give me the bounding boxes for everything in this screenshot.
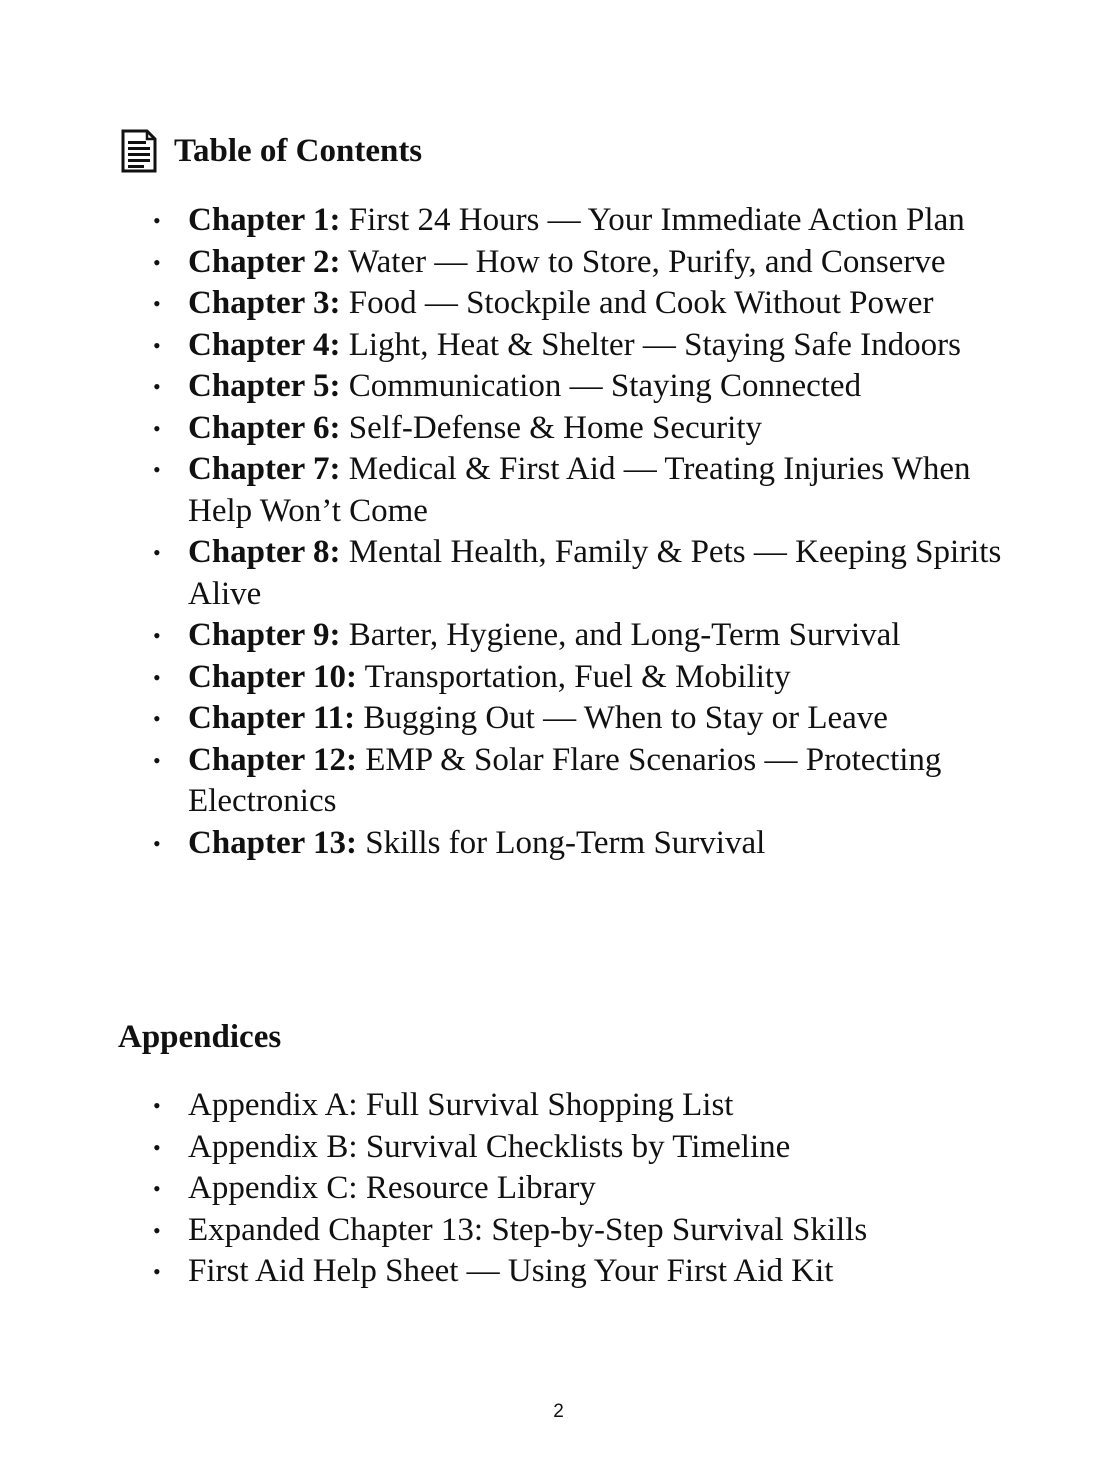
chapter-title: Bugging Out — When to Stay or Leave: [363, 700, 888, 736]
bullet-icon: •: [153, 332, 161, 358]
chapter-item: [0, 698, 1117, 740]
chapter-label: Chapter 3:: [188, 285, 341, 321]
chapter-item: [0, 366, 1117, 408]
appendix-text: First Aid Help Sheet — Using Your First Aid Kit: [188, 1253, 834, 1289]
chapter-text: [188, 698, 1018, 740]
appendix-item: [0, 1210, 1117, 1252]
chapter-text: [188, 366, 1018, 408]
chapter-title: Light, Heat & Shelter — Staying Safe Indoors: [348, 326, 961, 363]
chapter-title: Transportation, Fuel & Mobility: [364, 658, 791, 695]
chapter-label: Chapter 5:: [188, 368, 341, 404]
bullet-icon: •: [153, 1176, 161, 1201]
bullet-icon: •: [153, 291, 161, 316]
chapter-text: [188, 325, 1018, 367]
chapter-label: Chapter 2:: [188, 243, 341, 280]
chapter-text: [188, 823, 1018, 865]
bullet-icon: •: [153, 1093, 161, 1118]
bullet-icon: •: [153, 706, 161, 731]
chapter-text: [188, 200, 1018, 242]
chapter-label: Chapter 1:: [188, 202, 341, 238]
bullet-icon: •: [153, 208, 161, 233]
chapter-text: [188, 242, 1018, 284]
chapter-title: Mental Health, Family & Pets — Keeping Spirits Alive: [188, 534, 1002, 612]
chapter-title: EMP & Solar Flare Scenarios — Protecting Electronics: [188, 741, 942, 819]
chapter-label: Chapter 9:: [188, 617, 341, 653]
chapter-title: First 24 Hours — Your Immediate Action Plan: [348, 202, 965, 238]
bullet-icon: •: [153, 1134, 161, 1160]
toc-heading: [120, 128, 422, 174]
chapter-text: [188, 740, 1018, 823]
chapter-item: [0, 283, 1117, 325]
chapter-label: Chapter 13:: [188, 824, 357, 861]
chapter-label: Chapter 8:: [188, 534, 341, 570]
bullet-icon: •: [153, 374, 161, 399]
bullet-icon: •: [153, 1259, 161, 1284]
appendices-title: Appendices: [118, 1019, 282, 1055]
chapter-title: Food — Stockpile and Cook Without Power: [348, 285, 934, 321]
chapter-title: Self-Defense & Home Security: [348, 409, 763, 446]
appendix-list: [0, 1085, 1117, 1293]
document-icon: [120, 129, 158, 173]
chapter-text: [188, 449, 1018, 532]
bullet-icon: •: [153, 747, 161, 773]
chapter-title: Medical & First Aid — Treating Injuries When Help Won’t Come: [188, 451, 971, 529]
appendix-item: [0, 1085, 1117, 1127]
appendix-text: Appendix C: Resource Library: [188, 1170, 596, 1206]
chapter-item: [0, 823, 1117, 865]
bullet-icon: •: [153, 457, 161, 482]
bullet-icon: •: [153, 830, 161, 856]
chapter-item: [0, 325, 1117, 367]
chapter-label: Chapter 12:: [188, 741, 357, 778]
chapter-label: Chapter 10:: [188, 658, 357, 695]
chapter-text: [188, 532, 1018, 615]
toc-title: Table of Contents: [174, 133, 423, 169]
chapter-title: Communication — Staying Connected: [348, 368, 862, 404]
chapter-item: [0, 615, 1117, 657]
chapter-item: [0, 242, 1117, 284]
chapter-item: [0, 657, 1117, 699]
chapter-item: [0, 408, 1117, 450]
appendix-item: [0, 1251, 1117, 1293]
page-number: 2: [553, 1401, 564, 1422]
chapter-title: Skills for Long-Term Survival: [365, 824, 766, 861]
chapter-text: [188, 615, 1018, 657]
bullet-icon: •: [153, 249, 161, 275]
chapter-title: Water — How to Store, Purify, and Conserve: [348, 243, 946, 280]
chapter-item: [0, 740, 1117, 823]
chapter-label: Chapter 6:: [188, 409, 341, 446]
chapter-label: Chapter 4:: [188, 326, 341, 363]
appendix-item: [0, 1168, 1117, 1210]
appendix-item: [0, 1127, 1117, 1169]
appendix-text: Appendix A: Full Survival Shopping List: [188, 1087, 734, 1123]
chapter-text: [188, 408, 1018, 450]
appendix-text: Expanded Chapter 13: Step-by-Step Survival Skills: [188, 1211, 868, 1248]
chapter-list: [0, 200, 1117, 864]
bullet-icon: •: [153, 1217, 161, 1243]
chapter-item: [0, 200, 1117, 242]
bullet-icon: •: [153, 623, 161, 648]
bullet-icon: •: [153, 540, 161, 565]
appendix-text: Appendix B: Survival Checklists by Timeline: [188, 1128, 791, 1165]
bullet-icon: •: [153, 415, 161, 441]
chapter-item: [0, 532, 1117, 615]
chapter-label: Chapter 7:: [188, 451, 341, 487]
chapter-text: [188, 283, 1018, 325]
chapter-title: Barter, Hygiene, and Long-Term Survival: [348, 617, 901, 653]
chapter-label: Chapter 11:: [188, 700, 356, 736]
chapter-text: [188, 657, 1018, 699]
bullet-icon: •: [153, 664, 161, 690]
chapter-item: [0, 449, 1117, 532]
